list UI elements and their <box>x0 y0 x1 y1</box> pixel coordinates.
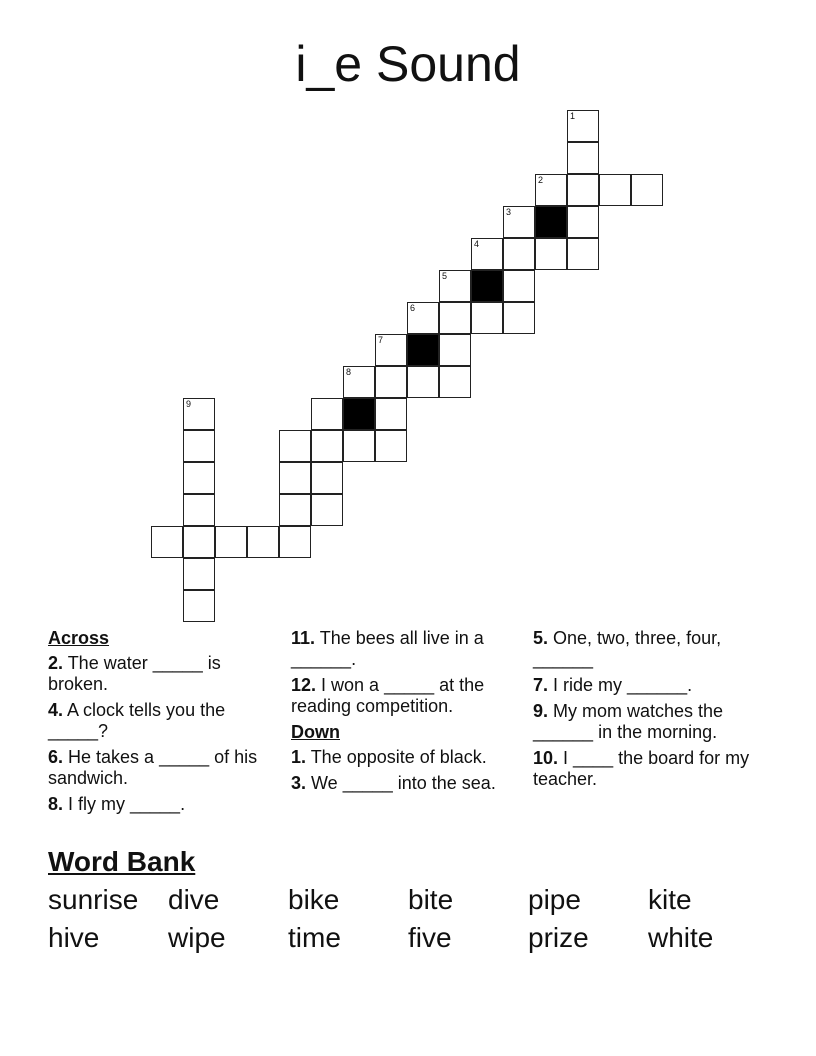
clue-number: 10. <box>533 748 559 768</box>
word-bank-word: prize <box>528 922 589 953</box>
clue <box>533 701 758 743</box>
grid-block <box>471 270 503 302</box>
word-bank-word: wipe <box>168 922 226 953</box>
word-bank-word: bite <box>408 884 454 915</box>
grid-block <box>407 334 439 366</box>
clue-text: My mom watches the ______ in the morning. <box>533 701 724 742</box>
grid-cell[interactable] <box>439 270 471 302</box>
grid-block <box>535 206 567 238</box>
clue-number: 4 <box>474 239 480 249</box>
grid-cell[interactable] <box>599 174 631 206</box>
clue-text: The bees all live in a ______. <box>291 628 484 669</box>
clue-number: 12. <box>291 675 317 695</box>
grid-cell[interactable] <box>631 174 663 206</box>
clue-number: 3 <box>506 207 512 217</box>
clue-number: 1. <box>291 747 307 767</box>
clue <box>533 748 758 790</box>
grid-cell[interactable] <box>279 430 311 462</box>
clue-number: 3. <box>291 773 307 793</box>
clue-number: 9 <box>186 399 192 409</box>
grid-cell[interactable] <box>279 526 311 558</box>
grid-cell[interactable] <box>151 526 183 558</box>
clue-number: 5 <box>442 271 448 281</box>
grid-cell[interactable] <box>439 302 471 334</box>
grid-cell[interactable] <box>311 462 343 494</box>
down-header: Down <box>291 722 340 742</box>
clue-text: I fly my _____. <box>63 794 186 814</box>
grid-cell[interactable] <box>375 398 407 430</box>
clue-text: A clock tells you the _____? <box>48 700 226 741</box>
grid-cell[interactable] <box>183 526 215 558</box>
word-bank-word: bike <box>288 884 340 915</box>
grid-cell[interactable] <box>471 302 503 334</box>
word-bank-word: sunrise <box>48 884 139 915</box>
word-bank-word: five <box>408 922 452 953</box>
grid-cell[interactable] <box>567 206 599 238</box>
word-bank-word: dive <box>168 884 220 915</box>
grid-cell[interactable] <box>311 430 343 462</box>
grid-cell[interactable] <box>279 462 311 494</box>
clue <box>291 675 516 717</box>
clue-number: 4. <box>48 700 64 720</box>
word-bank-word: hive <box>48 922 100 953</box>
clue <box>533 675 758 696</box>
grid-cell[interactable] <box>183 398 215 430</box>
grid-cell[interactable] <box>343 366 375 398</box>
grid-cell[interactable] <box>311 494 343 526</box>
clue-number: 11. <box>291 628 316 648</box>
word-bank-word: time <box>288 922 341 953</box>
grid-block <box>343 398 375 430</box>
clue-text: I won a _____ at the reading competition. <box>291 675 485 716</box>
clue <box>48 700 273 742</box>
clue-number: 2. <box>48 653 64 673</box>
grid-cell[interactable] <box>247 526 279 558</box>
grid-cell[interactable] <box>183 494 215 526</box>
word-bank-word: kite <box>648 884 692 915</box>
across-header: Across <box>48 628 110 648</box>
clue-number: 8. <box>48 794 64 814</box>
word-bank-title: Word Bank <box>48 846 196 877</box>
grid-cell[interactable] <box>503 206 535 238</box>
clue <box>48 653 273 695</box>
grid-cell[interactable] <box>279 494 311 526</box>
clue-text: One, two, three, four, ______ <box>533 628 722 669</box>
clue <box>291 747 516 768</box>
grid-cell[interactable] <box>503 270 535 302</box>
clue-number: 7 <box>378 335 384 345</box>
clue-number: 6 <box>410 303 416 313</box>
clue-text: I ____ the board for my teacher. <box>533 748 750 789</box>
grid-cell[interactable] <box>439 334 471 366</box>
grid-cell[interactable] <box>535 174 567 206</box>
grid-cell[interactable] <box>567 174 599 206</box>
grid-cell[interactable] <box>503 238 535 270</box>
grid-cell[interactable] <box>183 430 215 462</box>
grid-cell[interactable] <box>215 526 247 558</box>
page-title: i_e Sound <box>295 36 521 92</box>
grid-cell[interactable] <box>407 302 439 334</box>
grid-cell[interactable] <box>183 462 215 494</box>
clue-text: I ride my ______. <box>548 675 693 695</box>
clue-number: 9. <box>533 701 549 721</box>
grid-cell[interactable] <box>567 110 599 142</box>
grid-cell[interactable] <box>375 366 407 398</box>
grid-cell[interactable] <box>535 238 567 270</box>
clues-column-3 <box>533 628 758 795</box>
clue-text: We _____ into the sea. <box>306 773 496 793</box>
clue-number: 6. <box>48 747 64 767</box>
clue-text: He takes a _____ of his sandwich. <box>48 747 258 788</box>
clue-text: The opposite of black. <box>306 747 487 767</box>
clue-number: 5. <box>533 628 549 648</box>
grid-cell[interactable] <box>567 142 599 174</box>
grid-cell[interactable] <box>375 430 407 462</box>
grid-cell[interactable] <box>183 558 215 590</box>
clues-column-2 <box>291 628 516 799</box>
grid-cell[interactable] <box>183 590 215 622</box>
clue <box>533 628 758 670</box>
grid-cell[interactable] <box>439 366 471 398</box>
clue-number: 2 <box>538 175 544 185</box>
clue-number: 7. <box>533 675 549 695</box>
clue <box>291 773 516 794</box>
clue <box>48 747 273 789</box>
grid-cell[interactable] <box>375 334 407 366</box>
clue <box>48 794 273 815</box>
word-bank-word: white <box>648 922 714 953</box>
word-bank-word: pipe <box>528 884 581 915</box>
grid-cell[interactable] <box>503 302 535 334</box>
grid-cell[interactable] <box>471 238 503 270</box>
grid-cell[interactable] <box>311 398 343 430</box>
clue <box>291 628 516 670</box>
clue-text: The water _____ is broken. <box>48 653 221 694</box>
clues-column-1 <box>48 628 273 820</box>
grid-cell[interactable] <box>567 238 599 270</box>
grid-cell[interactable] <box>343 430 375 462</box>
clue-number: 8 <box>346 367 352 377</box>
grid-cell[interactable] <box>407 366 439 398</box>
clue-number: 1 <box>570 111 576 121</box>
